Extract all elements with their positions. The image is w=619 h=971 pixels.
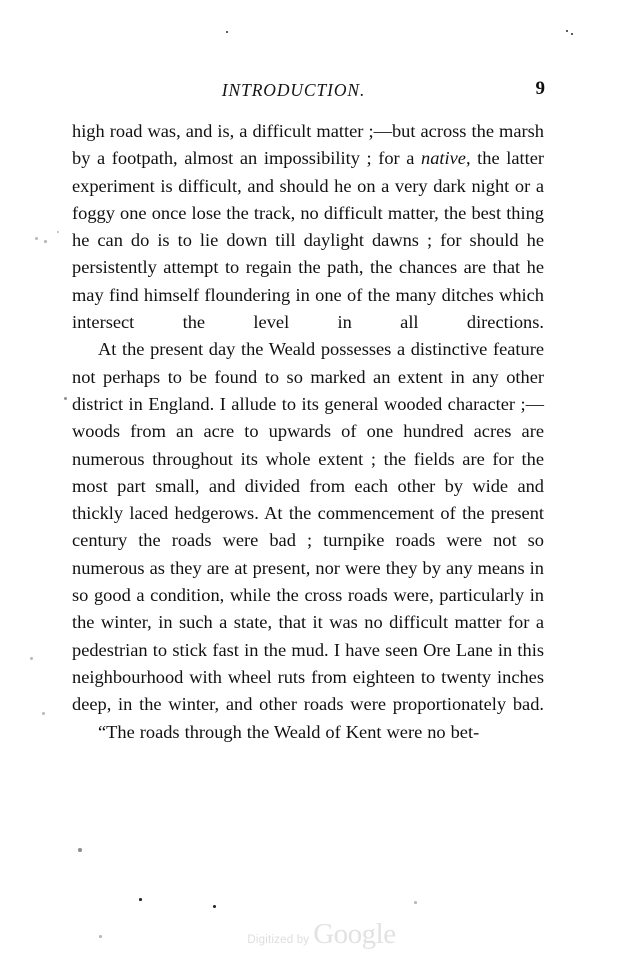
running-head-title: INTRODUCTION.	[221, 80, 366, 100]
paragraph: high road was, and is, a difficult matter ;—but across the marsh by a footpath, almost an impossibility ; for a native, the latter experiment is difficult, and should he on a very dark night or a foggy one once lose the track, no difficult matter, the best thing he can do is to lie down till daylight dawns ; for should he persistently attempt to regain the path, the chances are that he may find himself floundering in one of the many ditches which intersect the level in all directions.	[72, 121, 544, 333]
running-head	[72, 80, 543, 106]
page-number: 9	[535, 78, 545, 99]
watermark-brand-text: Google	[313, 918, 396, 950]
scan-speck	[213, 905, 216, 908]
scan-speck	[35, 237, 38, 240]
watermark-prefix-text: Digitized by	[247, 934, 310, 946]
scan-speck	[64, 397, 67, 400]
scan-speck	[414, 901, 417, 904]
paragraph: “The roads through the Weald of Kent were no bet-	[98, 721, 480, 742]
scan-speck	[139, 898, 142, 901]
scan-speck	[226, 31, 228, 33]
watermark-inner	[247, 918, 395, 951]
scan-speck	[42, 712, 45, 715]
body-text-column	[72, 118, 544, 746]
scan-speck	[30, 657, 33, 660]
scan-speck	[57, 231, 59, 233]
scan-speck	[44, 240, 47, 243]
google-watermark	[0, 918, 619, 951]
italic-word: native	[421, 148, 466, 169]
paragraph: At the present day the Weald possesses a distinctive feature not perhaps to be found to so marked an extent in any other district in England. I allude to its general wooded character ;—woods from an acre to upwards of one hundred acres are numerous throughout its whole extent ; the fields are for the most part small, and divided from each other by wide and thickly laced hedgerows. At the commencement of the present century the roads were bad ; turnpike roads were not so numerous as they are at present, nor were they by any means in so good a condition, while the cross roads were, particularly in the winter, in such a state, that it was no difficult matter for a pedestrian to stick fast in the mud. I have seen Ore Lane in this neighbourhood with wheel ruts from eighteen to twenty inches deep, in the winter, and other roads were proportionately bad.	[72, 339, 544, 715]
scan-speck	[78, 848, 82, 852]
scan-speck	[566, 30, 568, 32]
scan-speck	[571, 33, 573, 35]
